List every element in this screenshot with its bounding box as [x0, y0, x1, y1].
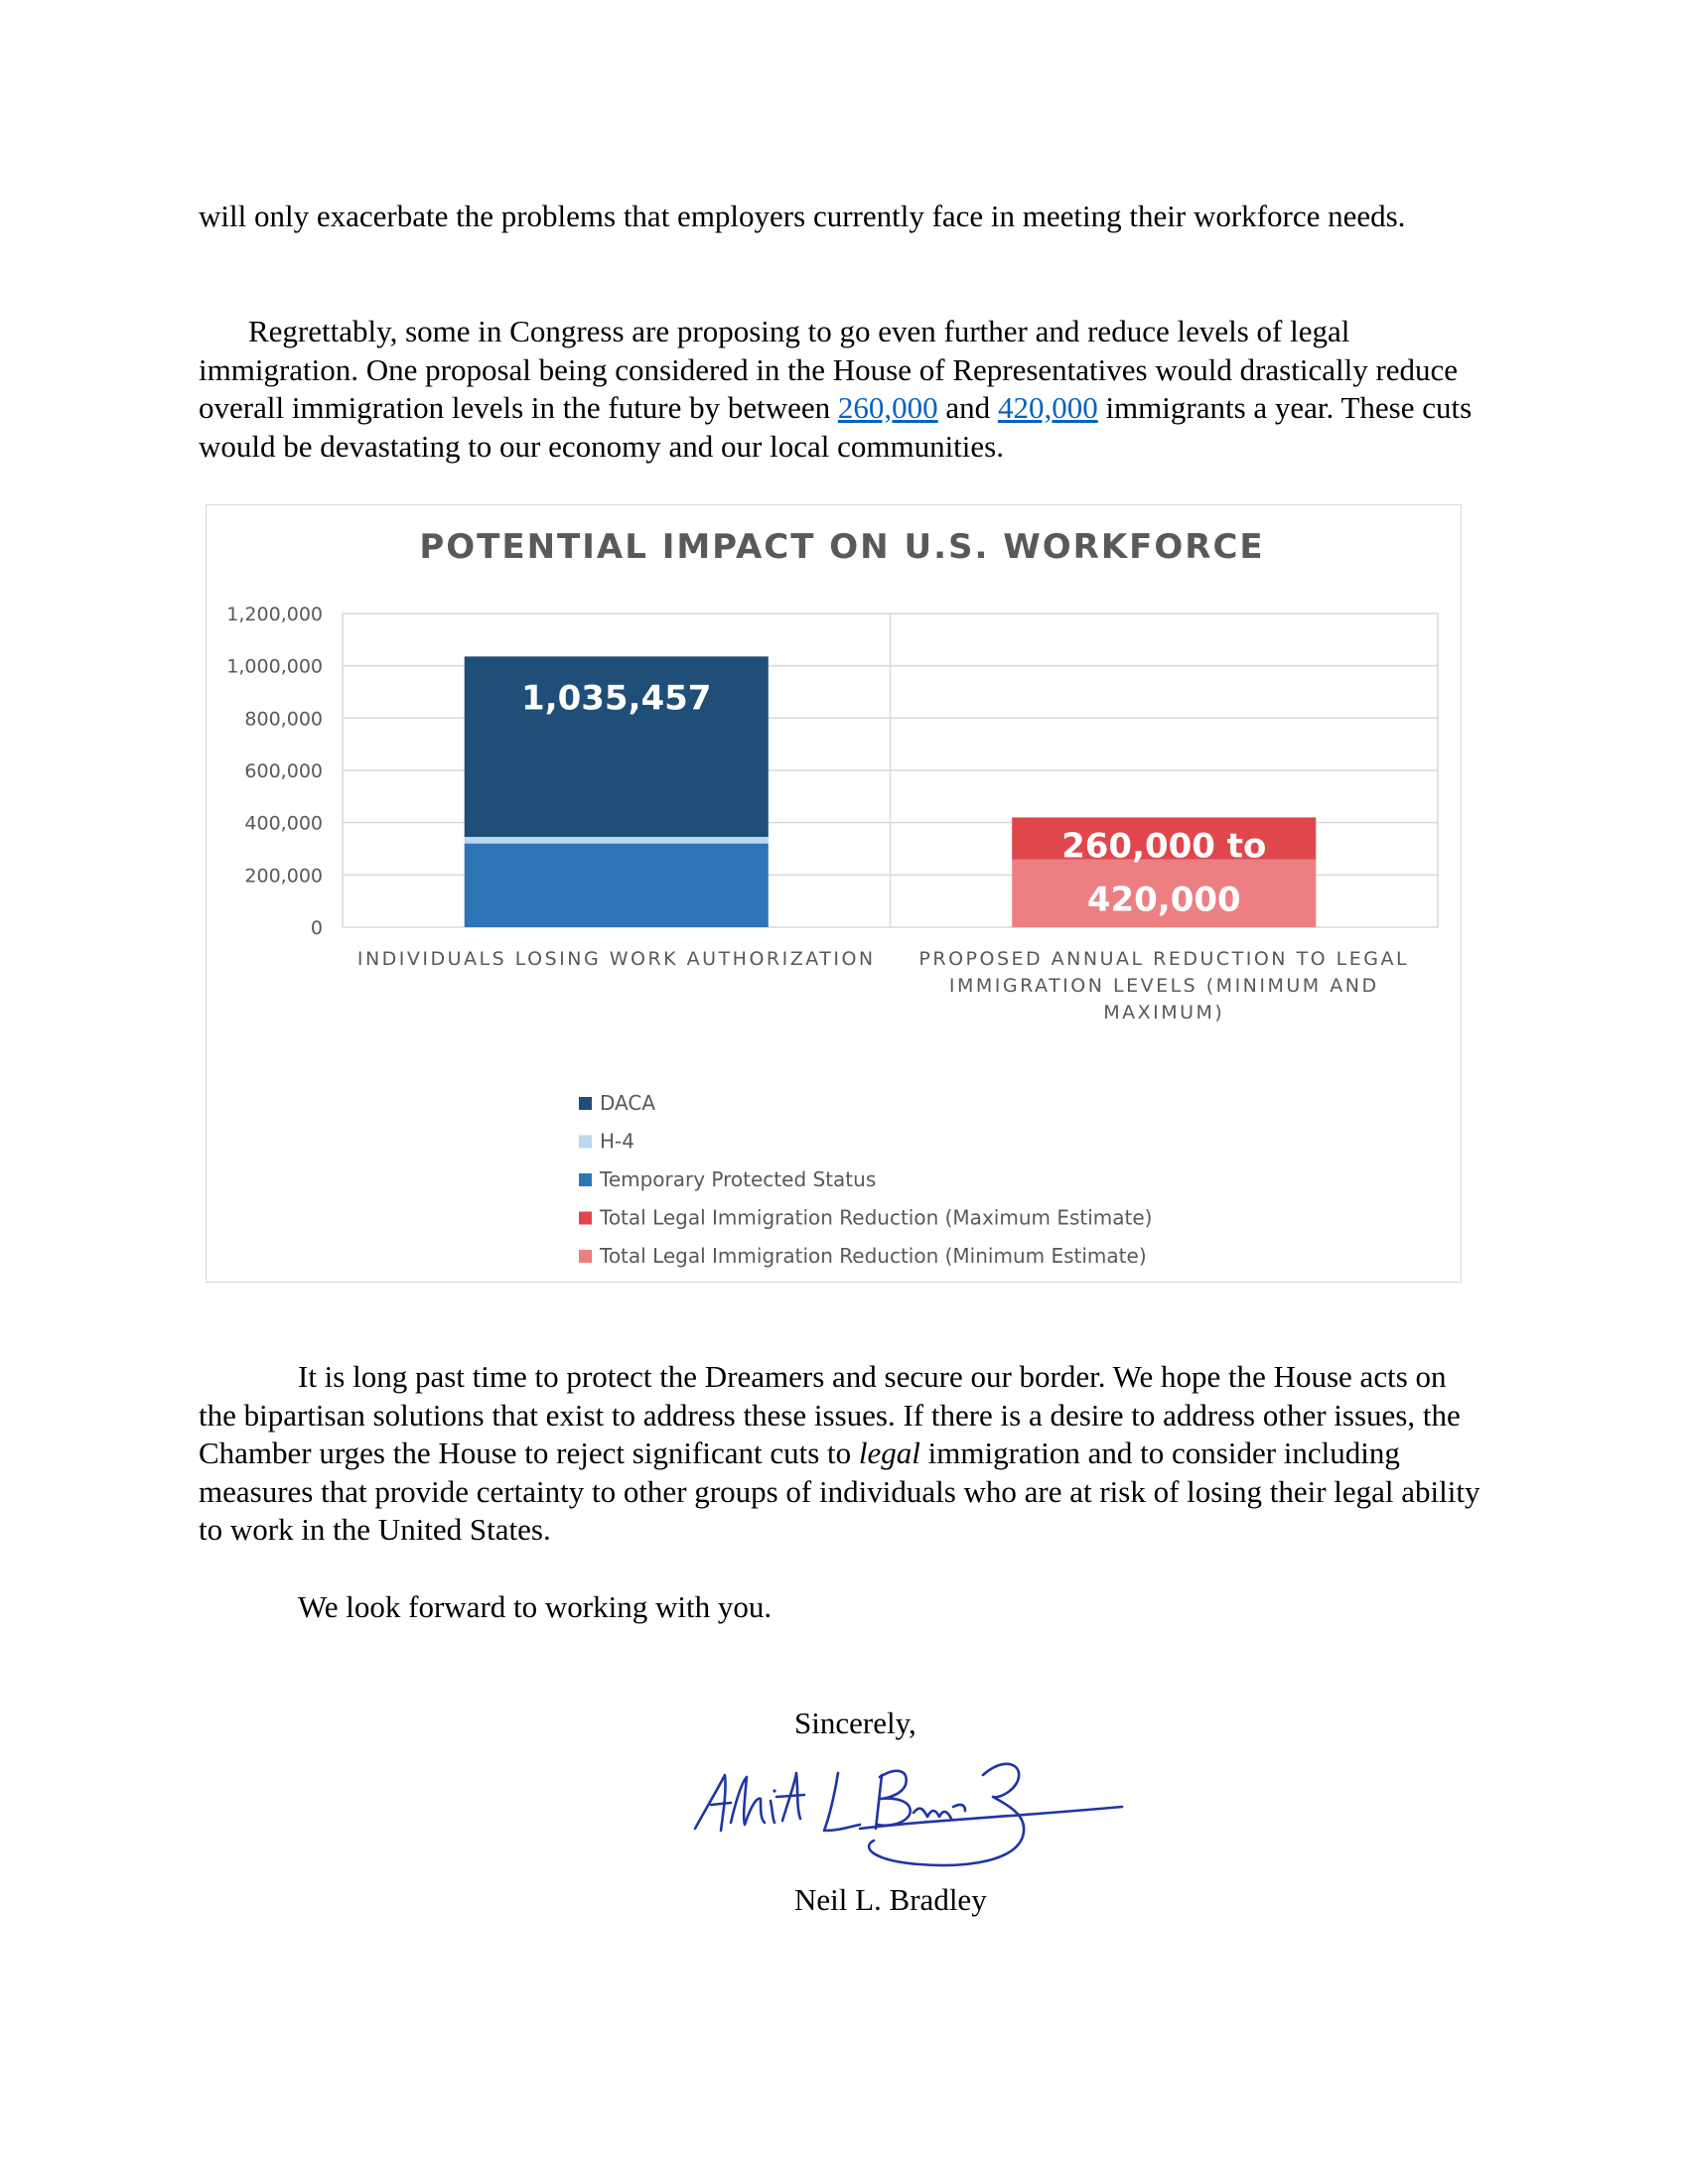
- handwritten-signature: [685, 1747, 1132, 1881]
- signer-name: Neil L. Bradley: [794, 1882, 987, 1917]
- x-axis-categories: [357, 948, 1409, 1024]
- link-420000[interactable]: 420,000: [997, 390, 1098, 425]
- paragraph-workforce-needs: [199, 198, 1489, 236]
- y-tick-label: 800,000: [244, 708, 323, 731]
- y-tick-label: 1,000,000: [226, 655, 323, 678]
- paragraph-text: immigration and to consider including measures that provide certainty to other groups of individuals who are at risk of losing their legal ability to work in the United States.: [199, 1435, 1480, 1547]
- y-axis-ticks: [226, 604, 323, 939]
- x-category-label: INDIVIDUALS LOSING WORK AUTHORIZATION: [356, 948, 876, 970]
- paragraph-text: immigrants a year. These cuts would be devastating to our economy and our local communities.: [199, 390, 1473, 464]
- paragraph-text: will only exacerbate the problems that employers currently face in meeting their workforce needs.: [199, 199, 1406, 233]
- y-tick-label: 200,000: [244, 865, 323, 887]
- paragraph-dreamers: [199, 1358, 1489, 1550]
- legend-swatch: [579, 1250, 592, 1263]
- y-tick-label: 1,200,000: [226, 604, 323, 625]
- emphasis-legal: legal: [858, 1435, 920, 1470]
- legend-label: Total Legal Immigration Reduction (Minimum Estimate): [600, 1244, 1147, 1268]
- legend-swatch: [579, 1173, 592, 1186]
- paragraph-text: Regrettably, some in Congress are proposing to go even further and reduce levels of legal immigration. One proposal being considered in the House of Representatives would drastically reduce overall immigration levels in the future by between: [199, 314, 1459, 425]
- paragraph-immigration-cuts: [199, 313, 1489, 466]
- bar-segment-temporary-protected-status: [465, 844, 769, 927]
- y-tick-label: 400,000: [244, 812, 323, 835]
- legend-label: DACA: [600, 1091, 656, 1115]
- legend-swatch: [579, 1097, 592, 1110]
- legend-swatch: [579, 1136, 592, 1149]
- paragraph-closing-remark: [199, 1588, 1489, 1627]
- legend-label: Total Legal Immigration Reduction (Maximum Estimate): [600, 1205, 1153, 1230]
- paragraph-text: We look forward to working with you.: [298, 1589, 773, 1624]
- data-label-range-max: 420,000: [1086, 880, 1241, 920]
- data-label-range-min: 260,000 to: [1061, 826, 1267, 867]
- legend: [579, 1091, 1152, 1268]
- legend-label: Temporary Protected Status: [600, 1167, 877, 1191]
- legend-swatch: [579, 1212, 592, 1225]
- y-tick-label: 600,000: [244, 760, 323, 782]
- legend-label: H-4: [600, 1129, 634, 1154]
- paragraph-text: It is long past time to protect the Dreamers and secure our border. We hope the House acts on the bipartisan solutions that exist to address these issues. If there is a desire to address other issues, the Chamber urges the House to reject significant cuts to: [199, 1359, 1461, 1470]
- x-category-label: PROPOSED ANNUAL REDUCTION TO LEGAL IMMIGRATION LEVELS (MINIMUM AND MAXIMUM): [918, 948, 1410, 1024]
- y-tick-label: 0: [310, 917, 323, 939]
- chart-canvas: [207, 505, 1463, 1284]
- closing-salutation: Sincerely,: [794, 1706, 916, 1740]
- bar-segment-h-4: [465, 837, 769, 844]
- data-label-total: 1,035,457: [521, 678, 712, 719]
- chart-title: POTENTIAL IMPACT ON U.S. WORKFORCE: [419, 527, 1265, 567]
- link-260000[interactable]: 260,000: [837, 390, 938, 425]
- workforce-impact-chart: [206, 504, 1462, 1283]
- paragraph-text: and: [937, 390, 998, 425]
